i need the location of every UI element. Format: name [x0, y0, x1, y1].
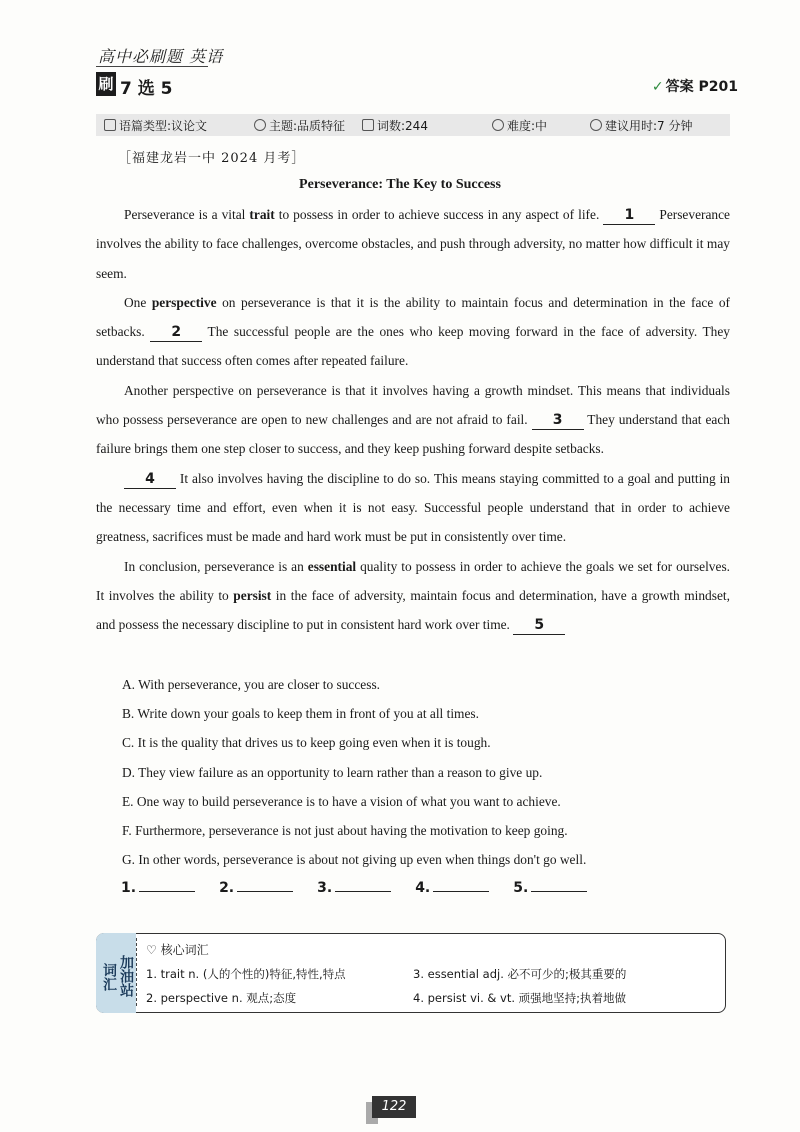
option-d: D. They view failure as an opportunity to learn rather than a reason to give up. — [122, 764, 543, 780]
book-title: 高中必刷题 英语 — [98, 47, 224, 66]
vocab-item-4: 4. persist vi. & vt. 顽强地坚持;执着地做 — [413, 991, 627, 1005]
passage-body — [96, 200, 730, 639]
info-time — [590, 117, 693, 134]
text-run: Another perspective on perseverance is that it involves having a growth mindset. This means that individuals who possess perseverance are open to new challenges and are not afraid to fail. — [96, 382, 730, 428]
answer-slot-2[interactable] — [219, 880, 293, 896]
book-icon — [104, 119, 116, 131]
text-run: They understand that each failure brings them one step closer to success, and they keep pushing forward despite setbacks. — [96, 412, 730, 457]
info-word-count-text: 词数:244 — [377, 118, 428, 133]
difficulty-icon — [492, 119, 504, 131]
page-number: 122 — [372, 1096, 416, 1118]
section-title: 7 选 5 — [120, 79, 173, 99]
vocab-heading-text: 核心词汇 — [160, 943, 209, 957]
info-type-text: 语篇类型:议论文 — [119, 118, 208, 133]
count-icon — [362, 119, 374, 131]
text-run: to possess in order to achieve success in any aspect of life. — [274, 207, 604, 222]
answer-line — [433, 891, 489, 892]
blank-4[interactable]: 4 — [124, 470, 176, 489]
blank-1[interactable]: 1 — [603, 206, 655, 225]
text-run: One — [124, 294, 152, 310]
info-type — [104, 117, 254, 134]
paragraph-4 — [96, 464, 730, 552]
answer-label: 4. — [415, 880, 431, 896]
option-e: E. One way to build perseverance is to have a vision of what you want to achieve. — [122, 793, 561, 809]
keyword-essential: essential — [307, 558, 357, 574]
option-a: A. With perseverance, you are closer to success. — [122, 677, 380, 692]
answer-slot-5[interactable] — [513, 880, 587, 896]
text-run: Perseverance is a vital — [124, 207, 250, 222]
vocab-badge-left: 词汇 — [101, 963, 117, 991]
blank-5[interactable]: 5 — [513, 616, 565, 635]
blank-3[interactable]: 3 — [532, 411, 584, 430]
answer-reference-text: 答案 P201 — [665, 79, 738, 95]
keyword-persist: persist — [233, 587, 272, 603]
keyword-trait: trait — [249, 207, 275, 222]
blank-2[interactable]: 2 — [150, 323, 202, 342]
answer-label: 1. — [121, 880, 137, 896]
vocab-item-2: 2. perspective n. 观点;态度 — [146, 991, 297, 1005]
answer-label: 5. — [513, 880, 529, 896]
heart-icon: ♡ — [146, 943, 157, 957]
info-time-text: 建议用时:7 分钟 — [605, 118, 693, 133]
text-run: It also involves having the discipline to do so. This means staying committed to a goal and putting in the necessary time and effort, even when it is not easy. Successful people understand that in order to achieve greatness, sacrifices must be made and hard work must be put in consistently over time. — [96, 470, 730, 545]
brush-badge: 刷 — [96, 72, 116, 96]
vocab-item-3: 3. essential adj. 必不可少的;极其重要的 — [413, 967, 627, 981]
paragraph-1 — [96, 200, 730, 288]
vocab-badge — [96, 933, 136, 1013]
answer-line — [531, 891, 587, 892]
options-list — [122, 670, 732, 874]
vocab-heading — [146, 941, 209, 958]
text-run: in the face of adversity, maintain focus and determination, have a growth mindset, and possess the necessary discipline to put in consistent hard work over time. — [96, 587, 730, 633]
text-run: on perseverance is that it is the ability to maintain focus and determination in the face of setbacks. — [96, 294, 730, 340]
vocab-badge-right: 加油站 — [118, 955, 134, 997]
paragraph-2 — [96, 288, 730, 376]
answer-slot-3[interactable] — [317, 880, 391, 896]
keyword-perspective: perspective — [151, 294, 217, 310]
answer-slot-4[interactable] — [415, 880, 489, 896]
answer-line — [335, 891, 391, 892]
answer-label: 3. — [317, 880, 333, 896]
info-topic — [254, 117, 362, 134]
text-run: The successful people are the ones who keep moving forward in the face of adversity. They understand that success often comes after repeated failure. — [96, 324, 730, 369]
option-c: C. It is the quality that drives us to keep going even when it is tough. — [122, 735, 491, 751]
info-topic-text: 主题:品质特征 — [269, 118, 346, 133]
answer-reference — [652, 76, 738, 96]
text-run: Perseverance involves the ability to face challenges, overcome obstacles, and push through adversity, no matter how difficult it may seem. — [96, 207, 730, 281]
header-underline — [96, 66, 208, 67]
option-g: G. In other words, perseverance is about not giving up even when things don't go well. — [122, 852, 587, 868]
info-difficulty-text: 难度:中 — [507, 118, 548, 133]
checkmark-icon: ✓ — [651, 79, 664, 95]
option-f: F. Furthermore, perseverance is not just about having the motivation to keep going. — [122, 823, 568, 839]
info-word-count — [362, 117, 492, 134]
answer-line — [139, 891, 195, 892]
paragraph-5 — [96, 552, 730, 640]
text-run: In conclusion, perseverance is an — [124, 558, 308, 574]
exam-source: ［福建龙岩一中 2024 月考］ — [118, 151, 306, 166]
option-b: B. Write down your goals to keep them in front of you at all times. — [122, 706, 479, 722]
text-run: quality to possess in order to achieve the goals we set for ourselves. It involves the ability to — [96, 558, 731, 603]
answer-label: 2. — [219, 880, 235, 896]
answer-row — [121, 880, 611, 896]
vocab-divider — [136, 938, 137, 1006]
topic-icon — [254, 119, 266, 131]
paragraph-3 — [96, 376, 730, 464]
answer-line — [237, 891, 293, 892]
info-bar — [96, 114, 730, 136]
vocab-item-1: 1. trait n. (人的个性的)特征,特性,特点 — [146, 967, 346, 981]
answer-slot-1[interactable] — [121, 880, 195, 896]
info-difficulty — [492, 117, 590, 134]
passage-title: Perseverance: The Key to Success — [299, 177, 501, 192]
clock-icon — [590, 119, 602, 131]
